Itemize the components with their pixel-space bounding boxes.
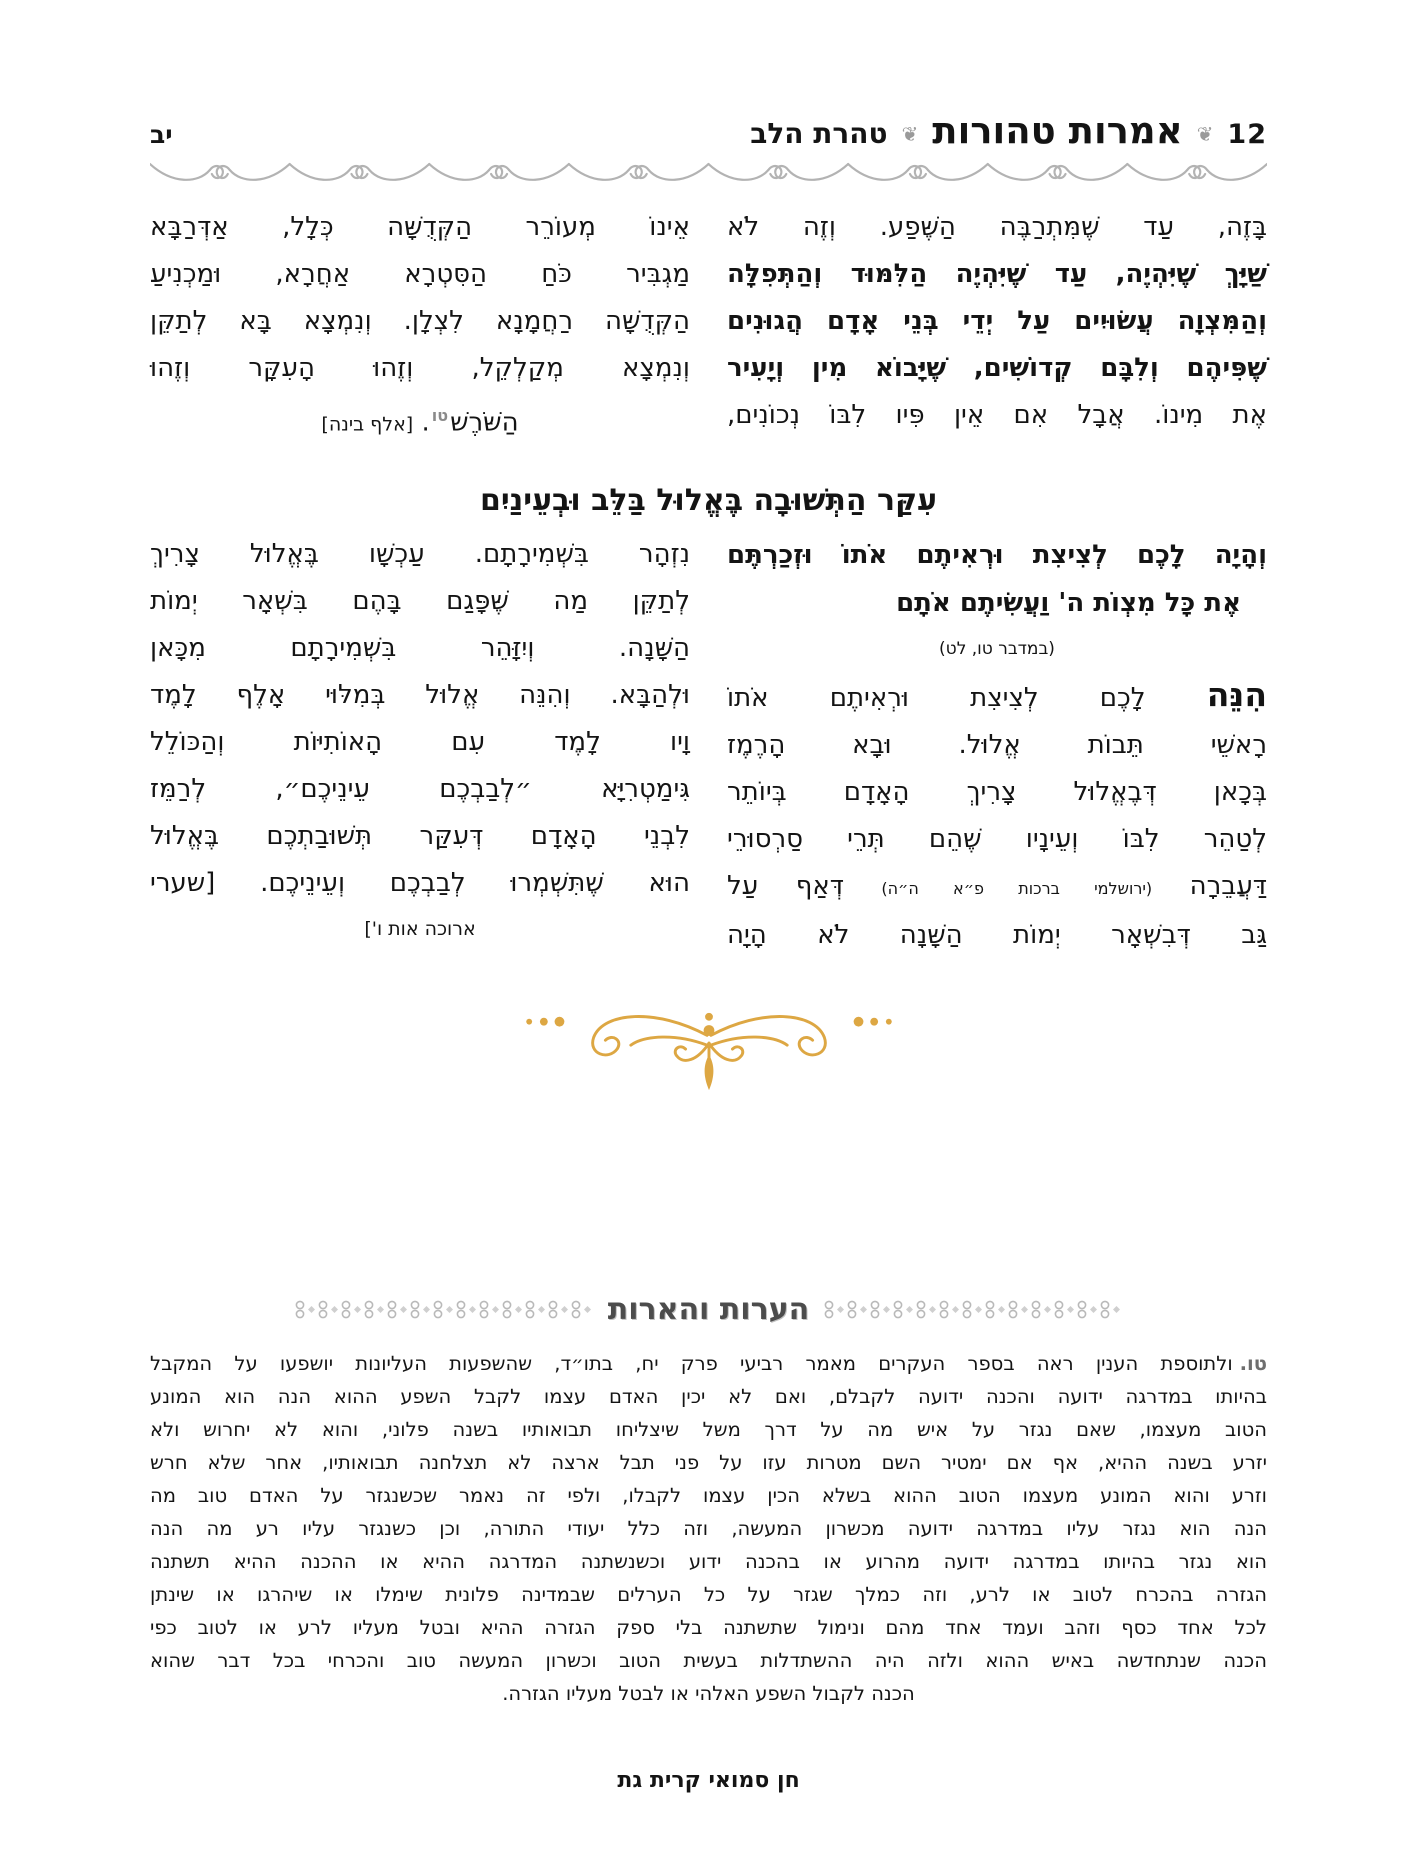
closing-line — [150, 392, 690, 449]
inline-citation: (ירושלמי ברכות פ״א ה״ה) — [881, 878, 1153, 898]
source-reference: [אלף בינה] — [321, 413, 414, 436]
footnote-line: יזרע בשנה ההיא, אף אם ימטיר השם מטרות עזו על פני תבל ארצה לא תצלחנה תבואותיו, אחר שלא חרש — [150, 1450, 1267, 1474]
fleuron-icon: ❦ — [1196, 122, 1214, 146]
footnote-number: טו. — [1239, 1351, 1267, 1375]
line-text: לָכֶם לְצִיצִת וּרְאִיתֶם אֹתוֹ — [727, 682, 1146, 713]
footnote-line: הכנה לקבול השפע האלהי או לבטל מעליו הגזרה. — [502, 1681, 915, 1705]
gold-flourish-ornament — [150, 1009, 1267, 1097]
publisher-footer: חן סמואי קרית גת — [617, 1767, 800, 1793]
main-text — [150, 204, 1267, 959]
book-title: אמרות טהורות — [932, 109, 1183, 152]
text-line: הוּא שֶׁתִּשְׁמְרוּ לְבַבְכֶם וְעֵינֵיכֶם. [שערי — [150, 867, 690, 898]
footnotes-title: הערות והארות — [607, 1291, 810, 1327]
text-line: הַקְּדֻשָּׁה רַחֲמָנָא לִצְלָן. וְנִמְצָא בָּא לְתַקֵּן — [150, 306, 690, 336]
hebrew-folio-number: יב — [150, 120, 173, 149]
text-line: אֶת מִינוֹ. אֲבָל אִם אֵין פִּיו לִבּוֹ נְכוֹנִים, — [727, 400, 1267, 430]
section1-columns — [150, 204, 1267, 449]
closing-period: . — [421, 407, 430, 438]
verse-source: (במדבר טו, לט) — [939, 638, 1055, 659]
section1-left-column — [150, 204, 690, 449]
footnote-line: בהיותו במדרגה ידועה והכנה ידועה לקבלם, ואם לא יכין האדם עצמו לקבל השפע ההוא הנה הוא המונע — [150, 1384, 1267, 1408]
fleuron-chain-ornament — [823, 1299, 1123, 1321]
section1-right-column — [727, 204, 1267, 449]
footnotes-header-row — [150, 1291, 1267, 1327]
text-line: שַׁיָּךְ שֶׁיִּהְיֶה, עַד שֶׁיִּהְיֶה הַלִּמּוּד וְהַתְּפִלָּה — [727, 259, 1267, 289]
text-line: גִּימַטְרִיָּא ״לְבַבְכֶם עֵינֵיכֶם״, לְרַמֵּז — [150, 773, 690, 804]
footnote-line: וזרע והוא המונע מעצמו הטוב ההוא בשלא הכין עצמו לקבלו, ולפי זה נאמר שכשנגזר על האדם טוב מה — [150, 1483, 1267, 1507]
verse-line: אֶת כָּל מִצְוֹת ה' וַעֲשִׂיתֶם אֹתָם — [896, 587, 1241, 618]
book-subtitle: טהרת הלב — [750, 117, 888, 150]
text-line: לִבְנֵי הָאָדָם דְּעִקַּר תְּשׁוּבַתְכֶם בֶּאֱלוּל — [150, 820, 690, 851]
text-line: גַּב דְּבִשְׁאָר יְמוֹת הַשָּׁנָה לֹא הָיָה — [727, 919, 1267, 950]
footnote-line: הוא נגזר בהיותו במדרגה ידועה מהרוע או בהכנה ידוע וכשנשתנה המדרגה ההיא או ההכנה ההיא תשתנה — [150, 1549, 1267, 1573]
line-text: דַּעֲבֵרָה — [1189, 870, 1267, 901]
line-text: דְּאַף עַל — [727, 870, 844, 901]
text-line: אֵינוֹ מְעוֹרֵר הַקְּדֻשָּׁה כְּלָל, אַדְּרַבָּא — [150, 212, 690, 242]
text-line: וְנִמְצָא מְקַלְקֵל, וְזֶהוּ הָעִקָּר וְזֶהוּ — [150, 353, 690, 383]
footnote-line: הכנה שנתחדשה באיש ההוא ולזה היה ההשתדלות בעשית הטוב וכשרון המעשה טוב והכרחי בכל דבר שהוא — [150, 1648, 1267, 1672]
page-number: 12 — [1227, 119, 1267, 150]
text-line: הַשָּׁנָה. וְיִזָּהֵר בִּשְׁמִירָתָם מִכָּאן — [150, 632, 690, 663]
footnote-text — [150, 1347, 1267, 1710]
text-line: שֶׁפִּיהֶם וְלִבָּם קְדוֹשִׁים, שֶׁיָּבוֹא מִין וְיָעִיר — [727, 353, 1267, 383]
text-line: וְהַמִּצְוָה עֲשׂוּיִים עַל יְדֵי בְּנֵי אָדָם הֲגוּנִים — [727, 306, 1267, 336]
section2-right-column — [727, 531, 1267, 959]
text-line: נִזְהָר בִּשְׁמִירָתָם. עַכְשָׁו בֶּאֱלוּל צָרִיךְ — [150, 538, 690, 569]
footnotes-section — [150, 1291, 1267, 1710]
footnote-line — [150, 1347, 1267, 1380]
header-title-group — [750, 109, 1267, 152]
section2-left-column — [150, 531, 690, 959]
scroll-divider-ornament — [150, 154, 1267, 188]
footnote-marker: טו — [431, 406, 449, 425]
section-heading: עִקַּר הַתְּשׁוּבָה בֶּאֱלוּל בַּלֵּב וּבְעֵינַיִם — [479, 482, 938, 518]
text-line — [727, 671, 1267, 722]
verse-line: וְהָיָה לָכֶם לְצִיצִת וּרְאִיתֶם אֹתוֹ וּזְכַרְתֶּם — [727, 539, 1267, 570]
text-line — [727, 863, 1267, 912]
footnote-line: הנה הוא נגזר עליו במדרגה ידועה מכשרון המעשה, וזה כלל יעודי התורה, וכן כשנגזר עליו רע מה הנה — [150, 1516, 1267, 1540]
text-line: מַגְבִּיר כֹּחַ הַסִּטְרָא אַחֲרָא, וּמַכְנִיעַ — [150, 259, 690, 289]
text-line: רָאשֵׁי תֵּבוֹת אֱלוּל. וּבָא הָרֶמֶז — [727, 729, 1267, 760]
footnote-line: הגזרה בהכרח לטוב או לרע, וזה כמלך שגזר על כל הערלים שבמדינה פלונית שימלו או שיהרגו או שינתן — [150, 1582, 1267, 1606]
text-line: לְתַקֵּן מַה שֶּׁפָּגַם בָּהֶם בִּשְׁאָר יְמוֹת — [150, 585, 690, 616]
line-text: ולתוספת הענין ראה בספר העקרים מאמר רביעי פרק יח, בתו״ד, שהשפעות העליונות יושפעו על המקבל — [150, 1351, 1233, 1375]
section2-columns — [150, 531, 1267, 959]
page-header — [150, 109, 1267, 152]
footnote-line: לכל אחד כסף וזהב ועמד אחד מהם ונימול שתשתנה בלי ספק הגזרה ההיא ובטל מעליו לרע או לטוב כפי — [150, 1615, 1267, 1639]
footnote-line: הטוב מעצמו, שאם נגזר על איש מה על דרך משל שיצליחו תבואותיו בשנה פלוני, והוא לא יחרוש ולא — [150, 1417, 1267, 1441]
text-line: בָּזֶה, עַד שֶׁמִּתְרַבֶּה הַשֶּׁפַע. וְזֶה לֹא — [727, 212, 1267, 242]
lead-word: הִנֵּה — [1206, 674, 1267, 714]
text-line: וּלְהַבָּא. וְהִנֵּה אֱלוּל בְּמִלּוּי אָלֶף לָמֶד — [150, 679, 690, 710]
closing-word: הַשֹּׁרֶשׁ — [450, 407, 519, 438]
text-line: וָיו לָמֶד עִם הָאוֹתִיּוֹת וְהַכּוֹלֵל — [150, 726, 690, 757]
text-line: לְטַהֵר לִבּוֹ וְעֵינָיו שֶׁהֵם תְּרֵי סַרְסוּרֵי — [727, 823, 1267, 854]
source-reference: ארוכה אות ו'] — [364, 917, 476, 940]
fleuron-chain-ornament — [294, 1299, 594, 1321]
fleuron-icon: ❦ — [901, 122, 919, 146]
text-line: בְּכָאן דְּבֶאֱלוּל צָרִיךְ הָאָדָם בְּיוֹתֵר — [727, 776, 1267, 807]
